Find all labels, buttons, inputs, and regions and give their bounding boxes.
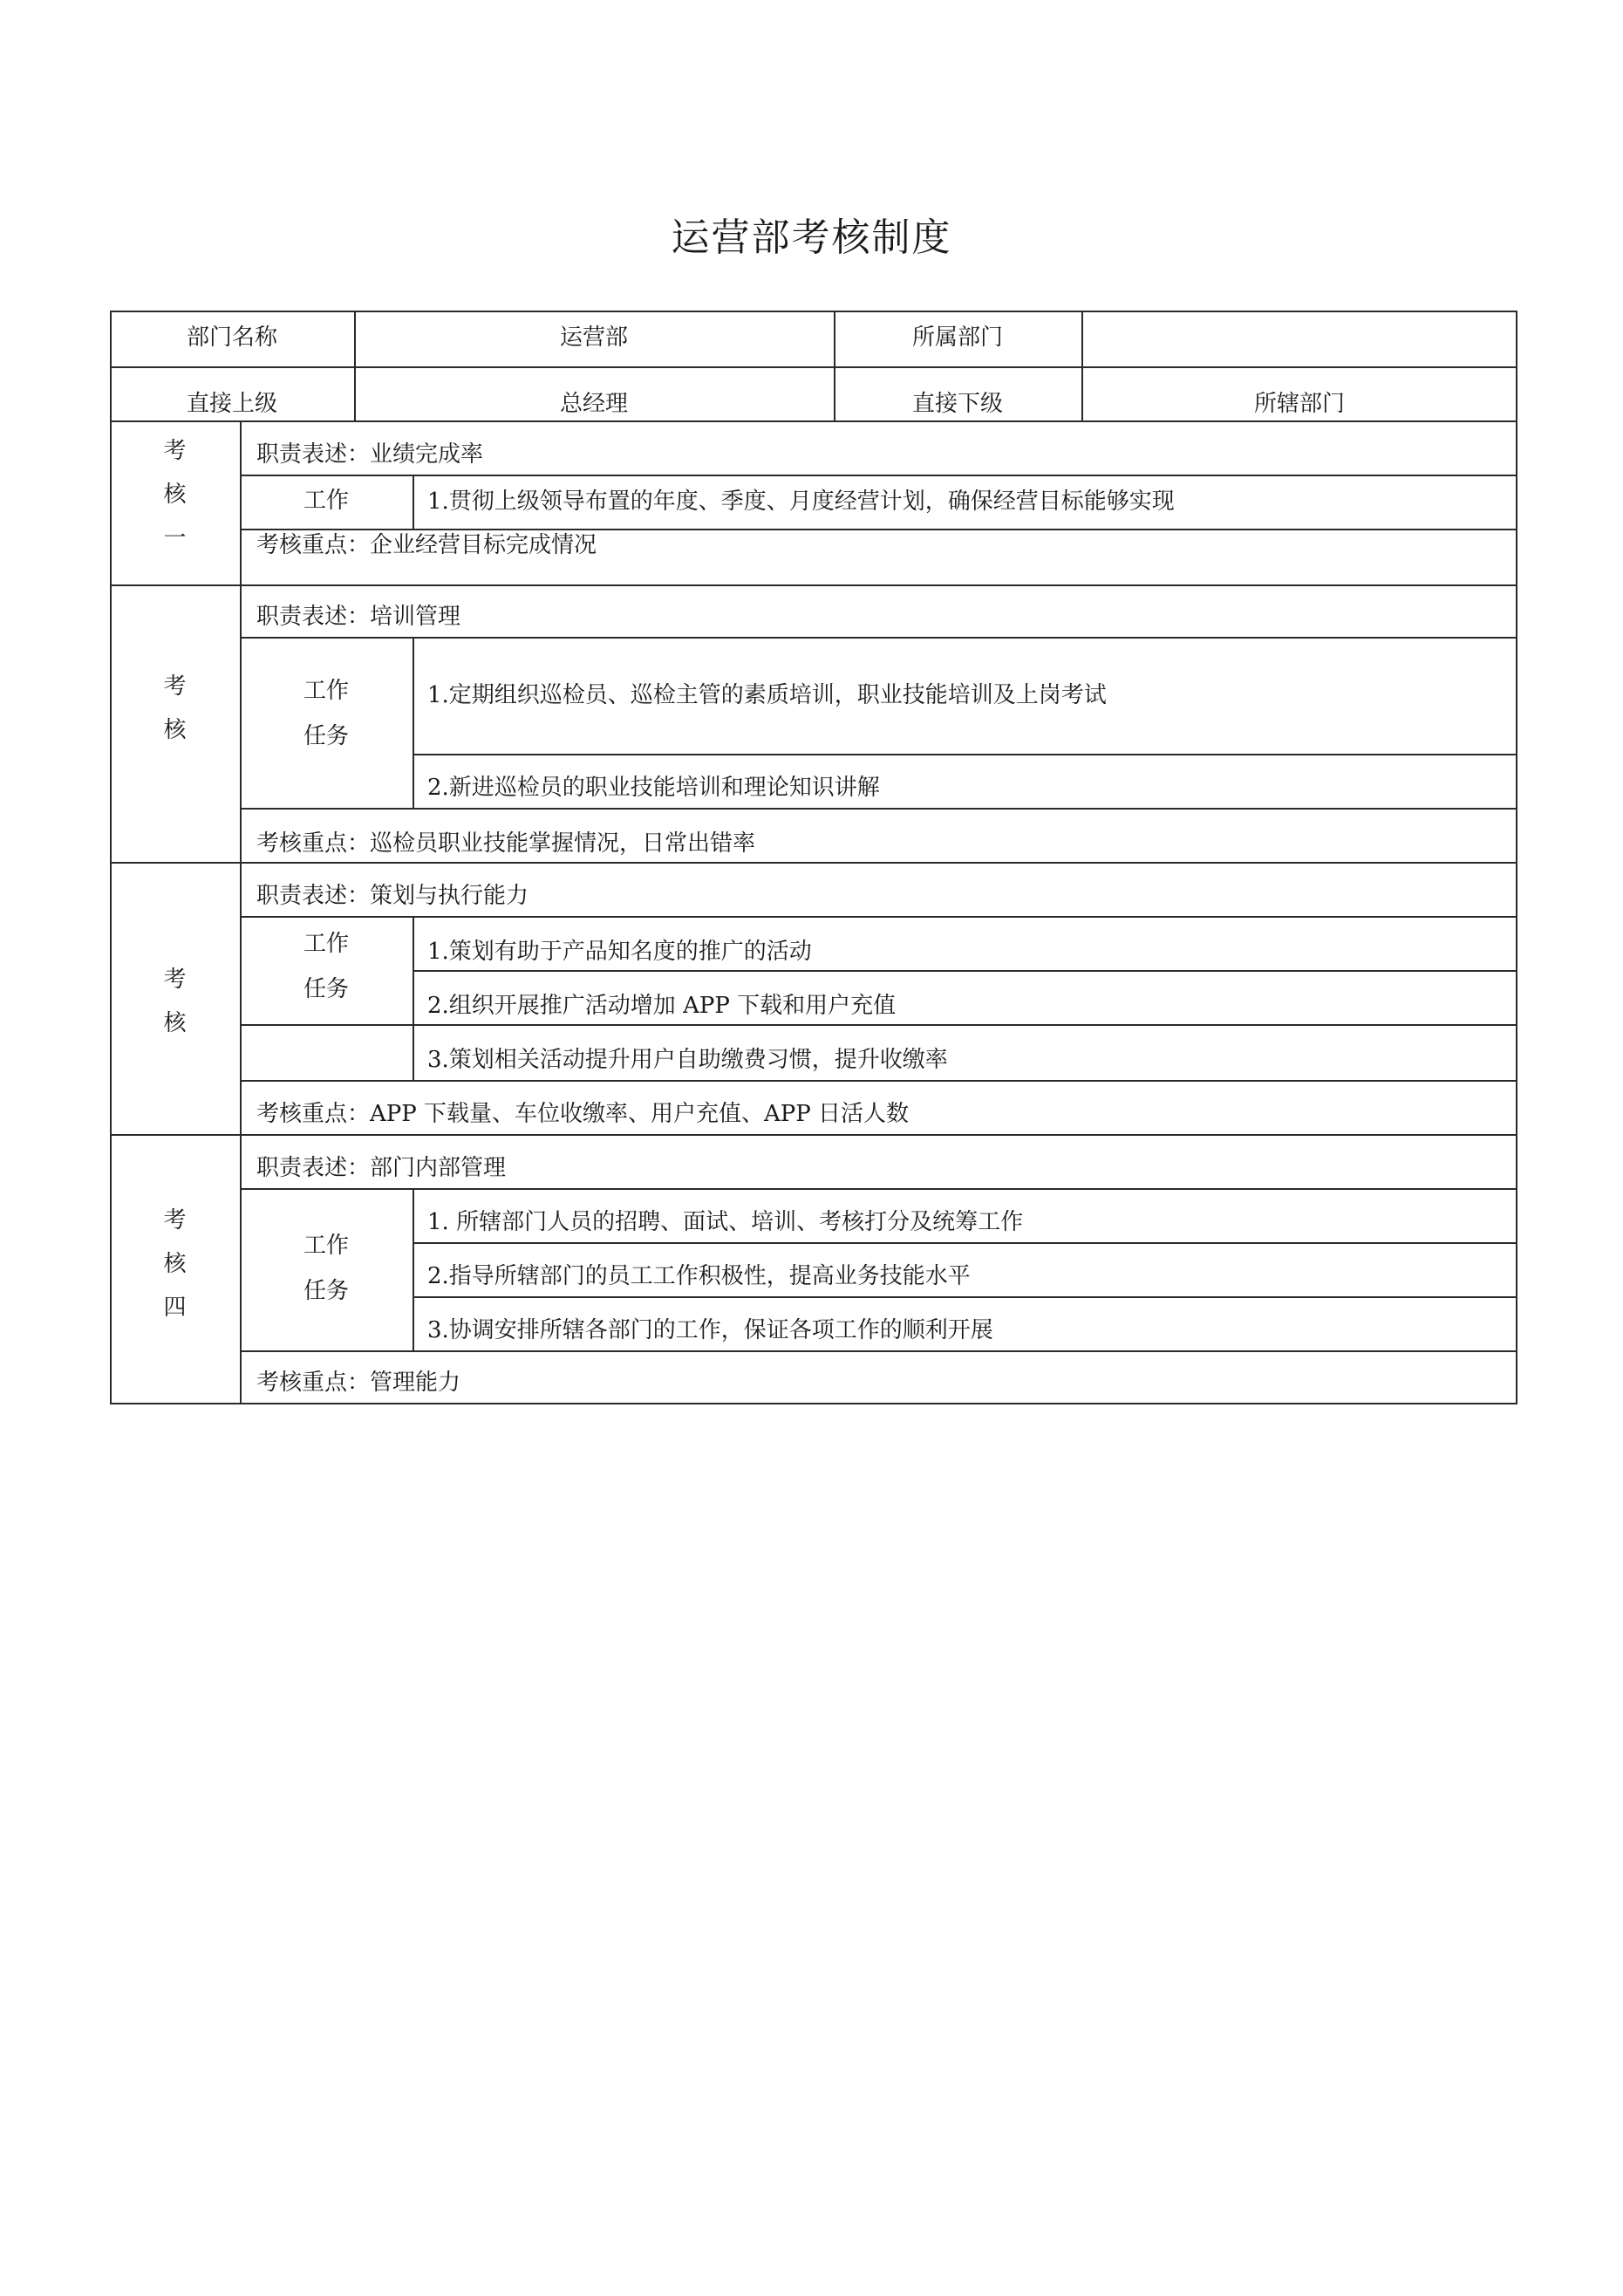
s2-work-col <box>413 637 414 808</box>
affiliation-label: 所属部门 <box>911 325 1003 351</box>
section-4-work-label-line: 任务 <box>303 1278 349 1304</box>
s3-duty-line <box>240 916 1517 918</box>
s1-duty-line <box>240 475 1517 476</box>
section-2-task-2: 2.新进巡检员的职业技能培训和理论知识讲解 <box>427 775 880 801</box>
table-border-top <box>110 311 1517 312</box>
section-1-bottom <box>110 584 1517 586</box>
s2-task-split <box>413 754 1517 755</box>
section-4-label <box>110 1199 240 1329</box>
section-4-label-char: 核 <box>163 1251 187 1277</box>
s2-task-line <box>240 808 1517 810</box>
section-3-task-3: 3.策划相关活动提升用户自助缴费习惯，提升收缴率 <box>427 1047 948 1073</box>
superior-value: 总经理 <box>559 391 628 417</box>
section-1-duty: 职责表述：业绩完成率 <box>256 441 484 468</box>
dept-name-label: 部门名称 <box>186 325 277 351</box>
s1-work-col <box>413 475 414 529</box>
dept-name-value: 运营部 <box>559 325 628 351</box>
section-4-task-1: 1. 所辖部门人员的招聘、面试、培训、考核打分及统筹工作 <box>427 1209 1024 1235</box>
section-3-focus: 考核重点：APP 下载量、车位收缴率、用户充值、APP 日活人数 <box>256 1101 910 1127</box>
section-1-focus: 考核重点：企业经营目标完成情况 <box>256 532 597 558</box>
section-1-label-char: 考 <box>163 438 187 464</box>
s4-task-split-1 <box>413 1242 1517 1244</box>
section-3-label-char: 考 <box>163 967 187 993</box>
section-4-task-3: 3.协调安排所辖各部门的工作，保证各项工作的顺利开展 <box>427 1317 993 1343</box>
subordinate-value: 所辖部门 <box>1253 391 1345 417</box>
section-4-focus: 考核重点：管理能力 <box>256 1370 461 1396</box>
section-2-duty: 职责表述：培训管理 <box>256 604 461 630</box>
header-row-divider <box>110 366 1517 368</box>
section-2-label-char: 考 <box>163 673 187 700</box>
s4-work-col <box>413 1188 414 1350</box>
section-2-label <box>110 665 240 752</box>
section-4-work-label-line: 工作 <box>303 1233 349 1259</box>
section-2-work-label-line: 任务 <box>303 723 349 749</box>
assessment-table <box>110 311 1517 1404</box>
s3-work-col <box>413 916 414 1080</box>
section-4-work-label <box>240 1223 413 1314</box>
section-3-work-label-line: 任务 <box>303 976 349 1002</box>
s3-task-split-2 <box>240 1024 1517 1026</box>
section-2-work-label <box>240 668 413 759</box>
document-title: 运营部考核制度 <box>671 215 952 260</box>
section-4-label-char: 四 <box>163 1295 187 1321</box>
s4-task-line <box>240 1350 1517 1352</box>
section-3-label-char: 核 <box>163 1010 187 1036</box>
section-2-work-label-line: 工作 <box>303 678 349 704</box>
subordinate-label: 直接下级 <box>911 391 1003 417</box>
section-1-label <box>110 429 240 560</box>
section-4-duty: 职责表述：部门内部管理 <box>256 1155 507 1181</box>
section-3-bottom <box>110 1134 1517 1136</box>
section-2-focus: 考核重点：巡检员职业技能掌握情况，日常出错率 <box>256 830 756 857</box>
section-4-task-2: 2.指导所辖部门的员工工作积极性，提高业务技能水平 <box>427 1263 971 1289</box>
s4-task-split-2 <box>413 1296 1517 1298</box>
s4-duty-line <box>240 1188 1517 1190</box>
section-3-task-2: 2.组织开展推广活动增加 APP 下载和用户充值 <box>427 993 897 1019</box>
table-border-bottom <box>110 1403 1517 1404</box>
s2-duty-line <box>240 637 1517 639</box>
header-bottom-line <box>110 420 1517 422</box>
section-3-work-label <box>240 921 413 1012</box>
section-3-duty: 职责表述：策划与执行能力 <box>256 883 529 909</box>
section-3-work-label-line: 工作 <box>303 931 349 957</box>
s1-task-line <box>240 529 1517 530</box>
section-1-work-label: 工作 <box>303 488 349 514</box>
section-4-label-char: 考 <box>163 1207 187 1233</box>
section-1-label-char: 核 <box>163 482 187 508</box>
section-3-label <box>110 958 240 1045</box>
superior-label: 直接上级 <box>186 391 277 417</box>
section-1-label-char: 一 <box>163 525 187 551</box>
section-1-task-1: 1.贯彻上级领导布置的年度、季度、月度经营计划，确保经营目标能够实现 <box>427 489 1175 515</box>
section-3-task-1: 1.策划有助于产品知名度的推广的活动 <box>427 939 812 965</box>
section-2-task-1: 1.定期组织巡检员、巡检主管的素质培训，职业技能培训及上岗考试 <box>427 682 1107 708</box>
s3-task-line <box>240 1080 1517 1082</box>
section-2-bottom <box>110 862 1517 864</box>
section-2-label-char: 核 <box>163 717 187 743</box>
s3-task-split-1 <box>413 970 1517 972</box>
